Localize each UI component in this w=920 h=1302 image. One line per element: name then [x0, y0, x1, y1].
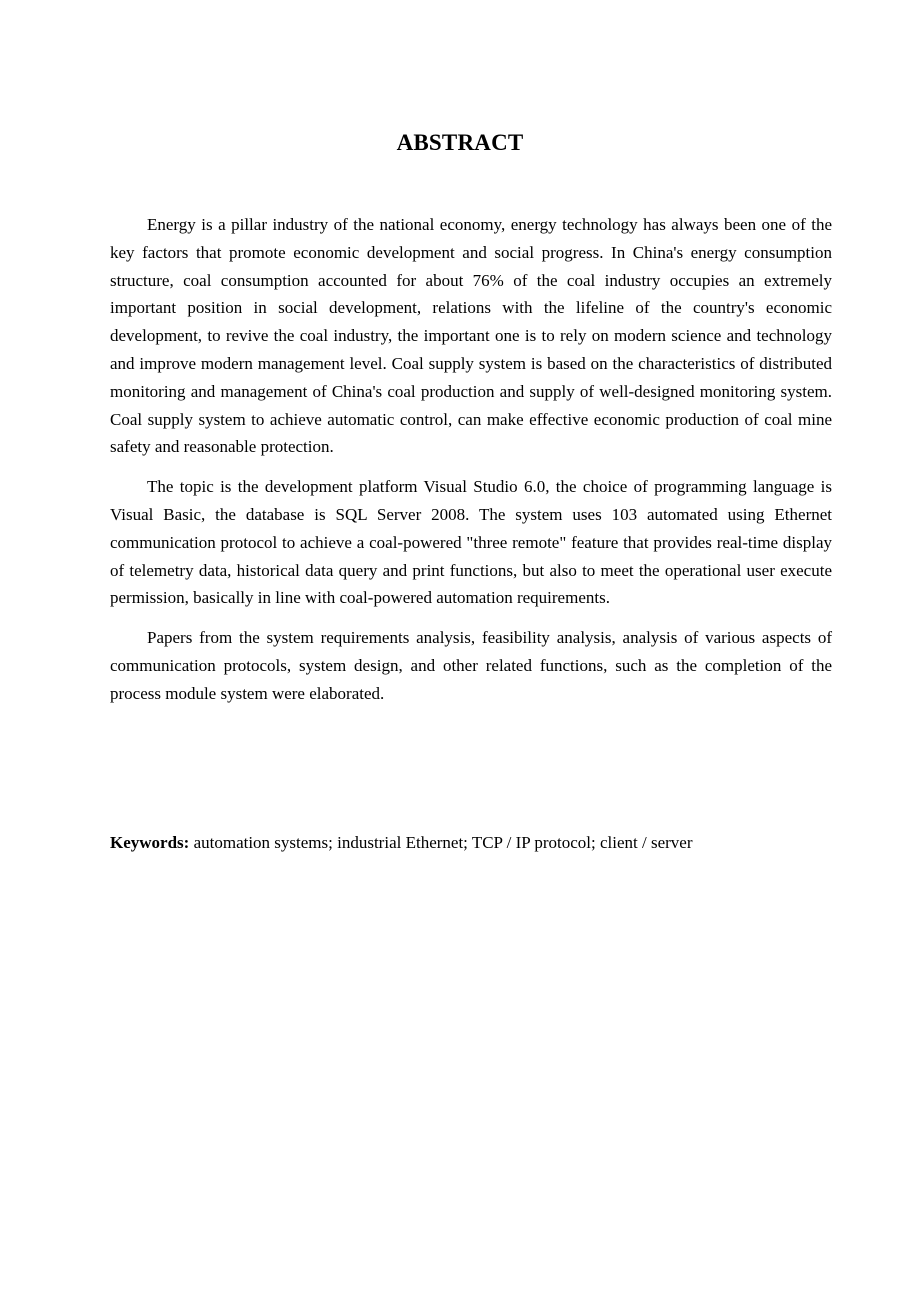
abstract-paragraph: The topic is the development platform Visual Studio 6.0, the choice of programming language is Visual Basic, the database is SQL Server 2008. The system uses 103 automated using Ethernet communication protocol to achieve a coal-powered "three remote" feature that provides real-time display of telemetry data, historical data query and print functions, but also to meet the operational user execute permission, basically in line with coal-powered automation requirements.	[110, 477, 832, 608]
abstract-title: ABSTRACT	[396, 130, 524, 155]
abstract-paragraph: Energy is a pillar industry of the national economy, energy technology has always been one of the key factors that promote economic development and social progress. In China's energy consumption structure, coal consumption accounted for about 76% of the coal industry occupies an extremely important position in social development, relations with the lifeline of the country's economic development, to revive the coal industry, the important one is to rely on modern science and technology and improve modern management level. Coal supply system is based on the characteristics of distributed monitoring and management of China's coal production and supply of well-designed monitoring system. Coal supply system to achieve automatic control, can make effective economic production of coal mine safety and reasonable protection.	[110, 215, 832, 457]
keywords-line	[110, 829, 832, 856]
abstract-body	[110, 211, 832, 720]
keywords-text: automation systems; industrial Ethernet; TCP / IP protocol; client / server	[189, 833, 693, 852]
abstract-paragraph: Papers from the system requirements analysis, feasibility analysis, analysis of various aspects of communication protocols, system design, and other related functions, such as the completion of the process module system were elaborated.	[110, 628, 832, 703]
keywords-label: Keywords:	[110, 833, 190, 852]
